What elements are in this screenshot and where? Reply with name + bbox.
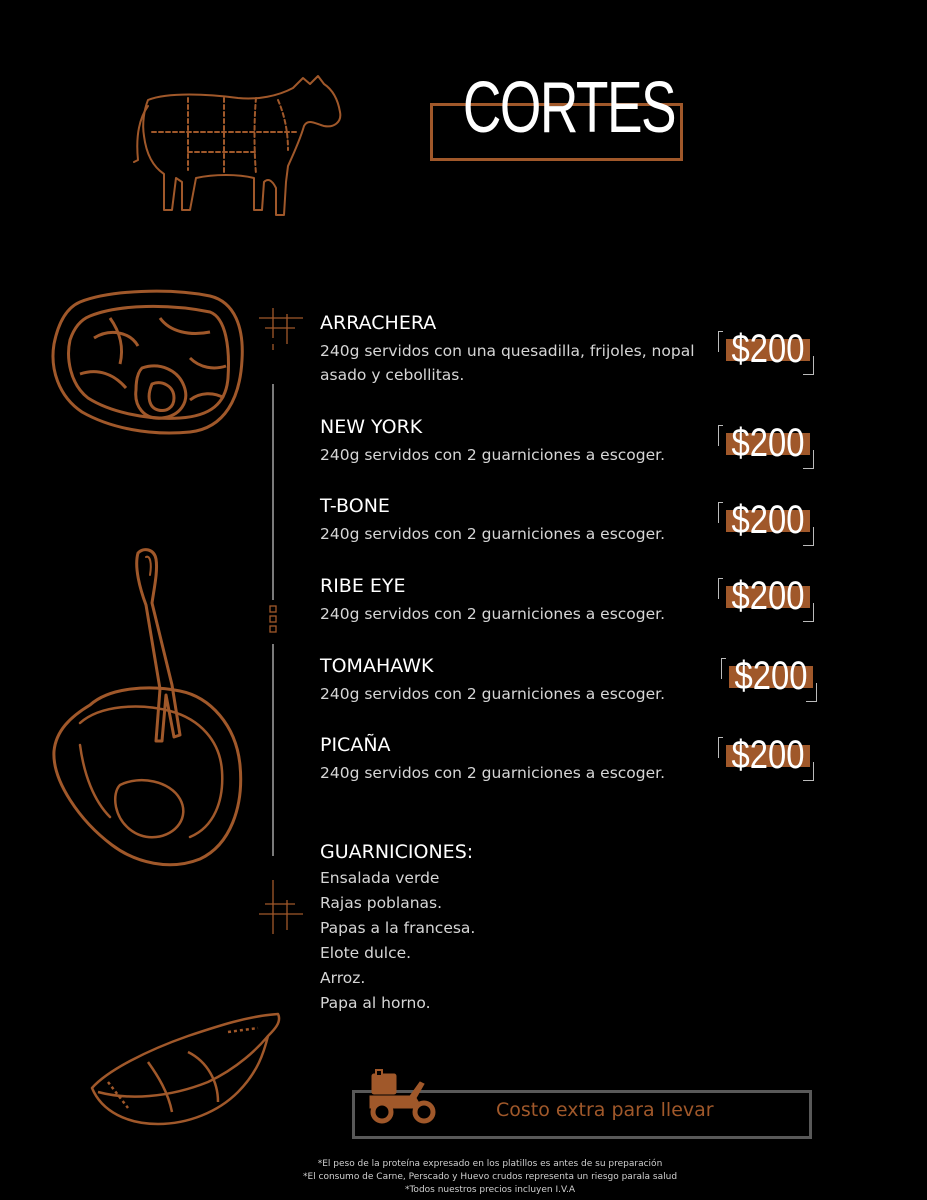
list-item: Elote dulce. [320,944,412,962]
decorative-divider [255,304,315,944]
item-name: TOMAHAWK [320,655,434,677]
item-description: 240g servidos con una quesadilla, frijoles, nopal asado y cebollitas. [320,342,695,384]
price-tag [725,654,817,698]
sides-heading: GUARNICIONES: [320,841,474,863]
item-description: 240g servidos con 2 guarniciones a escoger. [320,764,666,782]
delivery-scooter-icon [366,1070,438,1126]
item-name: NEW YORK [320,416,423,438]
item-description: 240g servidos con 2 guarniciones a escoger. [320,605,666,623]
item-price: $200 [731,498,805,542]
price-tag [722,327,814,371]
takeaway-label: Costo extra para llevar [496,1099,714,1121]
list-item: Ensalada verde [320,869,440,887]
list-item: Rajas poblanas. [320,894,443,912]
item-price: $200 [731,327,805,371]
item-name: ARRACHERA [320,312,437,334]
price-frame [718,578,723,599]
item-name: RIBE EYE [320,575,406,597]
item-description: 240g servidos con 2 guarniciones a escoger. [320,525,666,543]
price-frame [718,331,723,352]
page-title: CORTES [462,68,676,148]
list-item: Papa al horno. [320,994,431,1012]
price-frame [718,737,723,758]
item-description: 240g servidos con 2 guarniciones a escoger. [320,446,666,464]
price-frame [721,658,726,679]
item-price: $200 [731,421,805,465]
item-price: $200 [731,733,805,777]
item-price: $200 [734,654,808,698]
footnote: *Todos nuestros precios incluyen I.V.A [404,1185,576,1195]
meat-fork-icon [50,545,245,867]
footnote: *El consumo de Carne, Perscado y Huevo crudos representa un riesgo parala salud [302,1172,678,1182]
item-name: T-BONE [320,495,390,517]
sides-list [320,866,475,1016]
price-tag [722,574,814,618]
list-item: Papas a la francesa. [320,919,476,937]
price-tag [722,498,814,542]
footnotes [230,1158,750,1197]
price-tag [722,421,814,465]
price-tag [722,733,814,777]
item-description: 240g servidos con 2 guarniciones a escoger. [320,685,666,703]
t-bone-steak-icon [88,1012,286,1127]
steak-round-icon [50,288,245,436]
item-name: PICAÑA [320,734,391,756]
list-item: Arroz. [320,969,366,987]
price-frame [718,425,723,446]
item-price: $200 [731,574,805,618]
price-frame [718,502,723,523]
cow-cuts-icon [128,70,348,225]
footnote: *El peso de la proteína expresado en los platillos es antes de su preparación [317,1159,663,1169]
